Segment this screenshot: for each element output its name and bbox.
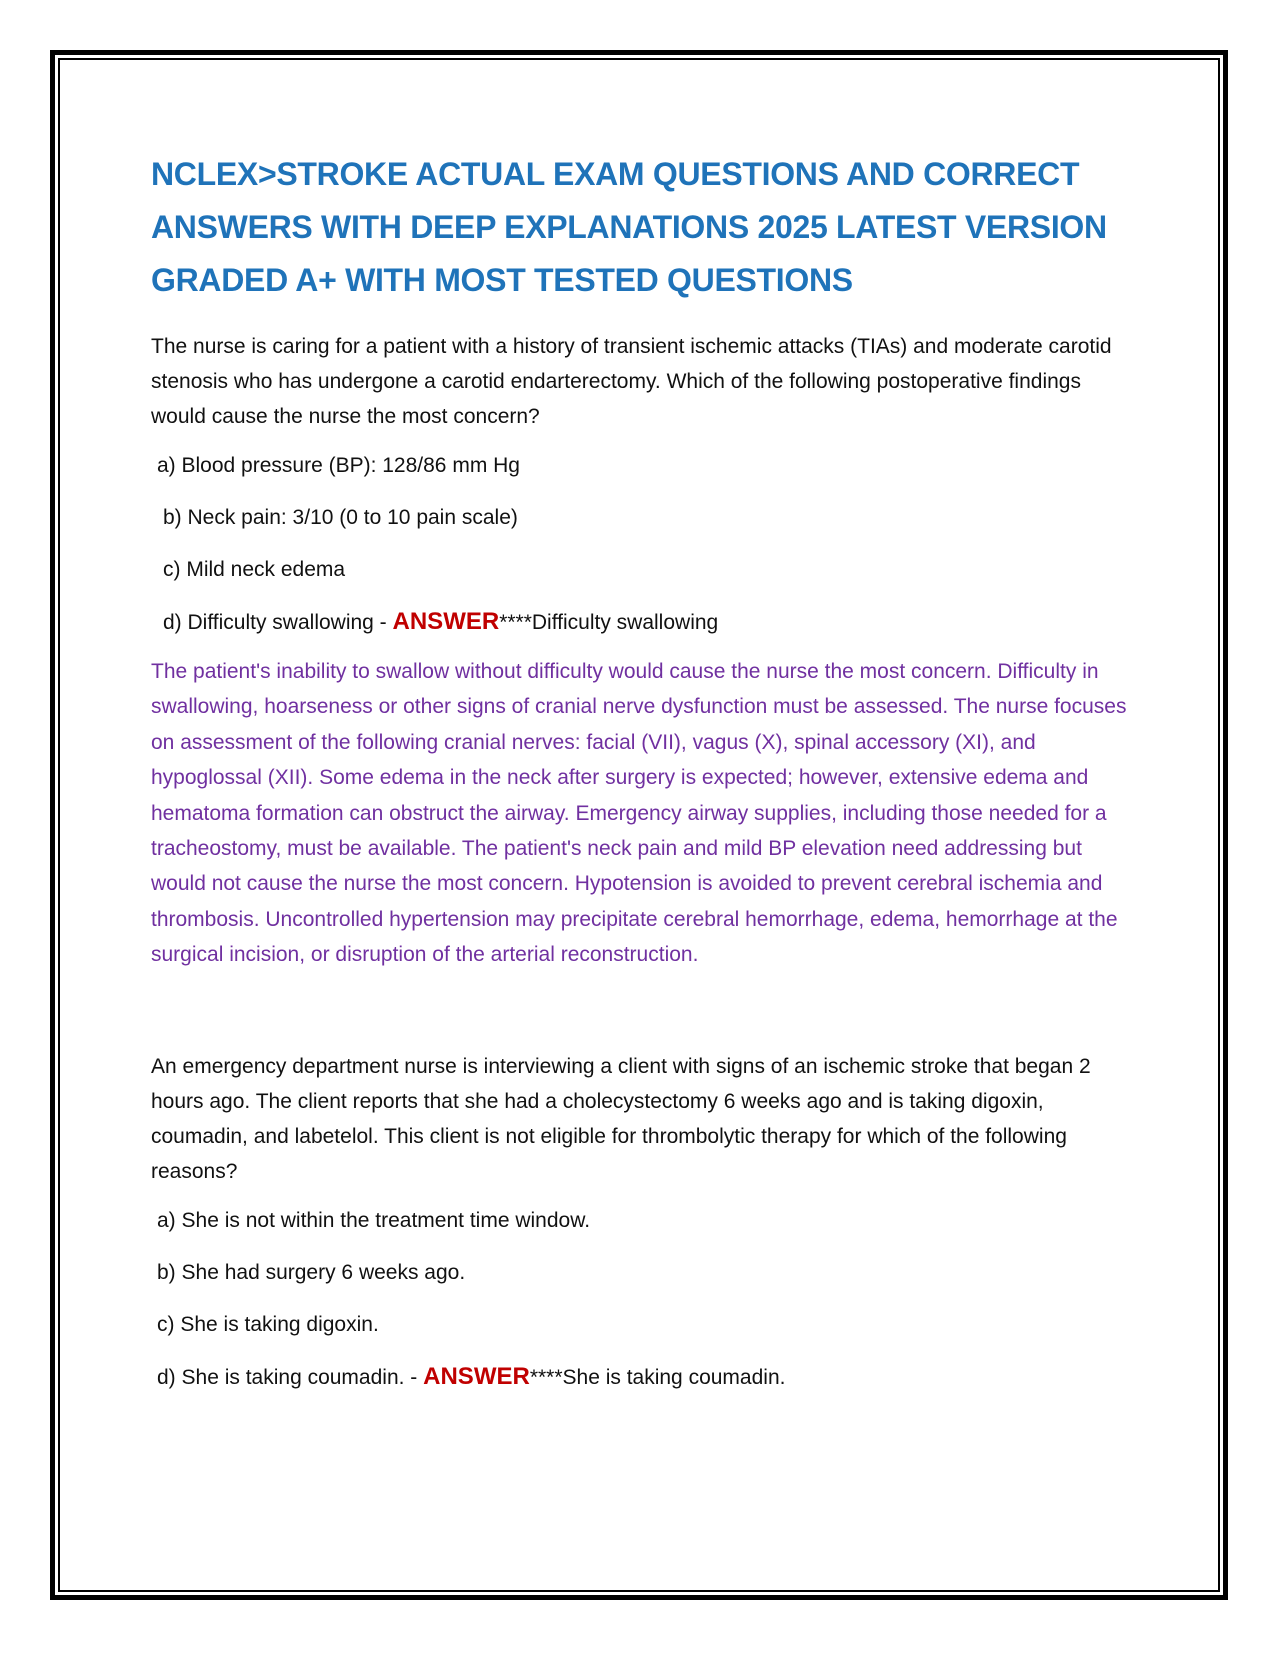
question-stem: The nurse is caring for a patient with a history of transient ischemic attacks (TIAs) and moderate carotid stenosis who has undergone a carotid endarterectomy. Which of the following postoperative findings would cause the nurse the most concern? xyxy=(151,335,1112,428)
answer-text: ****She is taking coumadin. xyxy=(529,1365,786,1389)
answer-label: ANSWER xyxy=(392,608,500,635)
option-c: c) She is taking digoxin. xyxy=(157,1312,379,1336)
document-body xyxy=(151,148,1141,1409)
answer-explanation: The patient's inability to swallow without difficulty would cause the nurse the most concern. Difficulty in swallowing, hoarseness or other signs of cranial nerve dysfunction must be assessed. The nurse focuses on assessment of the following cranial nerves: facial (VII), vagus (X), spinal accessory (XI), and hypoglossal (XII). Some edema in the neck after surgery is expected; however, extensive edema and hematoma formation can obstruct the airway. Emergency airway supplies, including those needed for a tracheostomy, must be available. The patient's neck pain and mild BP elevation need addressing but would not cause the nurse the most concern. Hypotension is avoided to prevent cerebral ischemia and thrombosis. Uncontrolled hypertension may precipitate cerebral hemorrhage, edema, hemorrhage at the surgical incision, or disruption of the arterial reconstruction. xyxy=(151,660,1127,967)
option-a: a) She is not within the treatment time window. xyxy=(157,1208,591,1232)
option-d xyxy=(151,1359,1141,1395)
document-title: NCLEX>STROKE ACTUAL EXAM QUESTIONS AND CORRECT ANSWERS WITH DEEP EXPLANATIONS 2025 LATEST VERSION GRADED A+ WITH MOST TESTED QUESTIONS xyxy=(151,156,1107,298)
option-b: b) She had surgery 6 weeks ago. xyxy=(157,1260,466,1284)
option-b: b) Neck pain: 3/10 (0 to 10 pain scale) xyxy=(163,506,518,529)
question-2 xyxy=(151,1049,1141,1395)
answer-label: ANSWER xyxy=(423,1362,530,1390)
question-1 xyxy=(151,329,1141,973)
option-c: c) Mild neck edema xyxy=(163,558,346,581)
section-spacer xyxy=(151,973,1141,1049)
option-d-text: d) Difficulty swallowing - xyxy=(163,611,393,634)
question-stem: An emergency department nurse is interviewing a client with signs of an ischemic stroke that began 2 hours ago. The client reports that she had a cholecystectomy 6 weeks ago and is taking digoxin, coumadin, and labetelol. This client is not eligible for thrombolytic therapy for which of the following reasons? xyxy=(151,1054,1091,1183)
option-d-text: d) She is taking coumadin. - xyxy=(157,1365,424,1389)
option-d xyxy=(151,604,1141,640)
option-a: a) Blood pressure (BP): 128/86 mm Hg xyxy=(157,454,520,477)
answer-text: ****Difficulty swallowing xyxy=(499,611,719,634)
